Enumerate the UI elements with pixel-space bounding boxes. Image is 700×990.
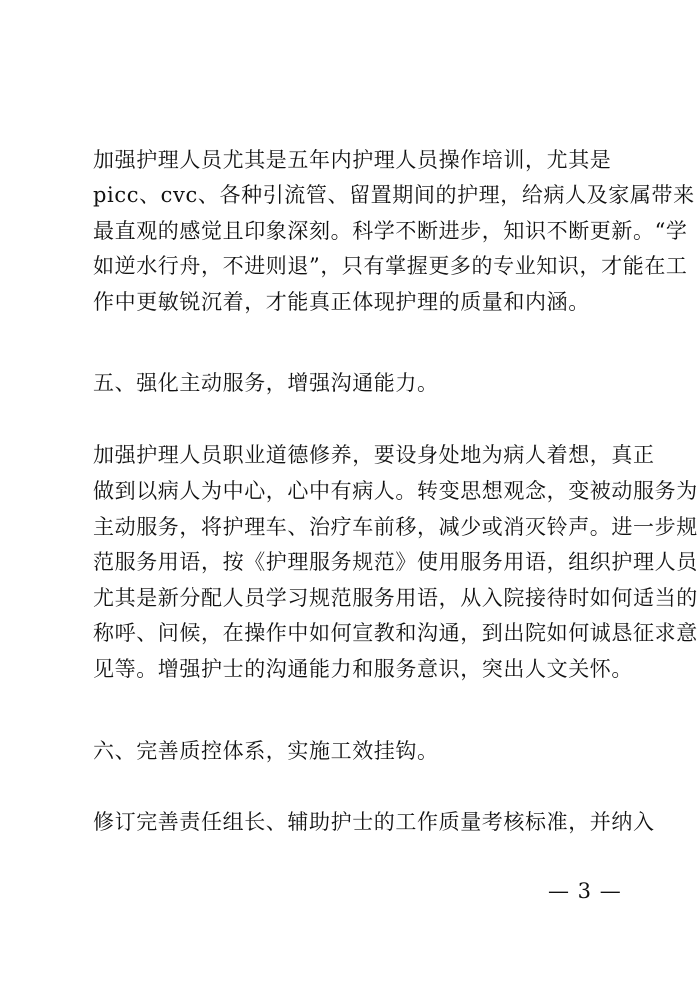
text-line: 加强护理人员职业道德修养，要设身处地为病人着想，真正 (93, 443, 655, 467)
section-heading-6: 六、完善质控体系，实施工效挂钩。 (93, 739, 439, 763)
text-line: 作中更敏锐沉着，才能真正体现护理的质量和内涵。 (93, 290, 590, 314)
text-line: 做到以病人为中心，心中有病人。转变思想观念，变被动服务为 (93, 479, 698, 503)
section-heading-5: 五、强化主动服务，增强沟通能力。 (93, 371, 439, 395)
text-line: 加强护理人员尤其是五年内护理人员操作培训，尤其是 (93, 148, 612, 172)
text-line: 如逆水行舟，不进则退”，只有掌握更多的专业知识，才能在工 (93, 254, 688, 278)
text-line: 尤其是新分配人员学习规范服务用语，从入院接待时如何适当的 (93, 586, 698, 610)
text-line: picc、cvc、各种引流管、留置期间的护理，给病人及家属带来 (93, 183, 695, 207)
text-line: 修订完善责任组长、辅助护士的工作质量考核标准，并纳入 (93, 810, 655, 834)
text-line: 范服务用语，按《护理服务规范》使用服务用语，组织护理人员 (93, 550, 698, 574)
text-line: 主动服务，将护理车、治疗车前移，减少或消灭铃声。进一步规 (93, 515, 698, 539)
text-line: 见等。增强护士的沟通能力和服务意识，突出人文关怀。 (93, 657, 633, 681)
text-line: 称呼、问候，在操作中如何宣教和沟通，到出院如何诚恳征求意 (93, 621, 698, 645)
page-number: — 3 — (548, 879, 622, 903)
text-line: 最直观的感觉且印象深刻。科学不断进步，知识不断更新。“学 (93, 219, 688, 243)
